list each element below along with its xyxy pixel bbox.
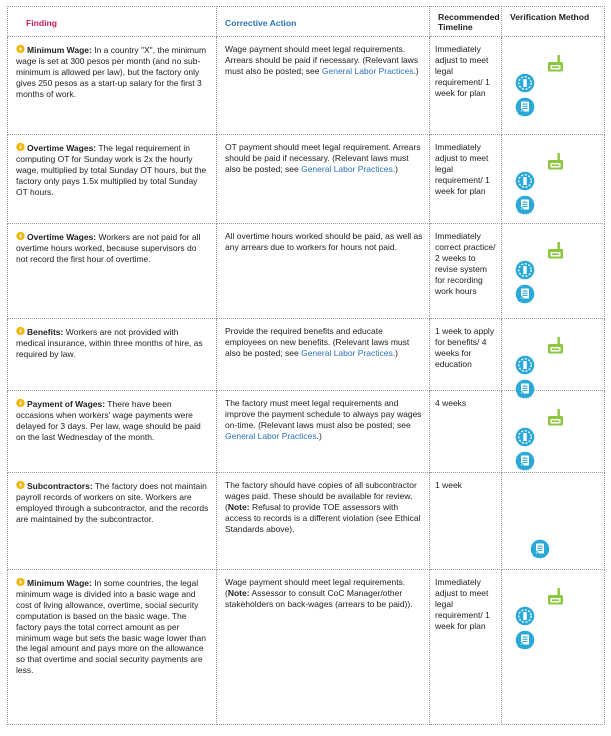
general-labor-practices-link[interactable]: General Labor Practices [321,65,414,76]
worker-interview-icon [545,153,565,173]
finding-cell [8,224,217,319]
document-review-icon [515,260,535,280]
timeline-cell: Immediately adjust to meet legal requirement/ 1 week for plan [430,570,502,725]
action-text-end: Assessor to consult CoC Manager/other stakeholders on back-wages (arrears to be paid)). [225,587,413,609]
worker-interview-icon [545,337,565,357]
document-review-icon [515,606,535,626]
table-row [8,473,605,570]
records-check-icon [515,284,535,304]
finding-cell [8,391,217,473]
finding-text: In some countries, the legal minimum wage is divided into a basic wage and cost of living allowance, overtime, social security computation is based on the basic wage. The factory pays the total correct amount as per minimum wage but sets the basic wage lower than the legal amount and pays more on the allowance so that overtime and social security payments are less. [16,578,206,676]
findings-table [7,6,605,725]
document-review-icon [515,355,535,375]
warning-bolt-icon [16,45,27,55]
worker-interview-icon [545,242,565,262]
records-check-icon [515,195,535,215]
finding-title: Benefits: [27,327,64,337]
document-review-icon [515,171,535,191]
table-row [8,319,605,391]
worker-interview-icon [545,55,565,75]
action-note-label: Note: [227,501,250,512]
action-text-end: Refusal to provide TOE assessors with access to records is a different violation (see Ethical Standards above). [225,501,421,534]
table-row [8,570,605,725]
finding-cell [8,570,217,725]
timeline-cell: Immediately adjust to meet legal requirement/ 1 week for plan [430,135,502,224]
finding-title: Minimum Wage: [27,45,92,55]
action-text: Wage payment should meet legal requirements. Arrears should be paid if necessary. (Relevant laws must also be posted; see [225,44,419,76]
action-text: Wage payment should meet legal requirements. ( [225,577,406,598]
verification-cell [502,391,605,473]
verification-cell [502,37,605,135]
worker-interview-icon [545,409,565,429]
corrective-action-cell [217,473,430,570]
finding-text: In a country "X", the minimum wage is set at 300 pesos per month (and no sub-minimum is allowed per law), but the factory only gives 250 pesos as a start-up salary for the first 3 months of work. [16,45,207,99]
finding-text: The factory does not maintain payroll records of workers on site. Workers are employed through a subcontractor, and the records are maintained by the subcontractor. [16,481,209,524]
warning-bolt-icon [16,481,27,491]
action-note-label: Note: [227,587,250,598]
finding-cell [8,319,217,391]
header-corrective-action: Corrective Action [217,7,430,37]
records-check-icon [515,97,535,117]
timeline-cell: Immediately adjust to meet legal requirement/ 1 week for plan [430,37,502,135]
finding-text: Workers are not paid for all overtime hours worked, because supervisors do not record the first hour of overtime. [16,232,201,264]
action-text: The factory should have copies of all subcontractor wages paid. These should be available for review. ( [225,480,417,512]
timeline-cell: 4 weeks [430,391,502,473]
verification-cell [502,224,605,319]
warning-bolt-icon [16,399,27,409]
table-row [8,391,605,473]
document-review-icon [515,73,535,93]
corrective-action-cell [217,135,430,224]
finding-text: Workers are not provided with medical insurance, within three months of hire, as required by law. [16,327,203,359]
timeline-cell: 1 week to apply for benefits/ 4 weeks for education [430,319,502,391]
timeline-cell: 1 week [430,473,502,570]
table-row [8,37,605,135]
corrective-action-cell [217,319,430,391]
corrective-action-cell [217,391,430,473]
warning-bolt-icon [16,578,27,588]
finding-title: Subcontractors: [27,481,93,491]
warning-bolt-icon [16,143,27,153]
action-text: OT payment should meet legal requirement. Arrears should be paid if necessary. (Relevant laws must also be posted; see [225,142,421,174]
finding-title: Payment of Wages: [27,399,106,409]
action-text-end: .) [413,65,419,76]
corrective-action-cell [217,37,430,135]
finding-text: There have been occasions when workers' wage payments were delayed for 3 days. Per law, wage should be paid on the last Wednesday of the month. [16,399,201,442]
verification-cell [502,319,605,391]
verification-cell [502,473,605,570]
document-review-icon [515,427,535,447]
general-labor-practices-link[interactable]: General Labor Practices [301,163,393,174]
header-verification: Verification Method [502,7,605,37]
records-check-icon [530,539,550,559]
general-labor-practices-link[interactable]: General Labor Practices [301,347,393,358]
action-text-end: .) [392,347,398,358]
verification-cell [502,135,605,224]
action-text: All overtime hours worked should be paid, as well as any arrears due to workers for hours not paid. [225,231,423,252]
finding-cell [8,37,217,135]
header-timeline: Recommended Timeline [430,7,502,37]
finding-cell [8,135,217,224]
action-text: Provide the required benefits and educate employees on new benefits. (Relevant laws must also be posted; see [225,326,410,358]
general-labor-practices-link[interactable]: General Labor Practices [225,430,317,441]
records-check-icon [515,451,535,471]
action-text-end: .) [316,430,322,441]
action-text-end: .) [392,163,398,174]
table-row [8,224,605,319]
table-row [8,135,605,224]
finding-title: Overtime Wages: [27,143,97,153]
warning-bolt-icon [16,232,27,242]
finding-cell [8,473,217,570]
findings-table-wrapper [7,6,604,725]
worker-interview-icon [545,588,565,608]
records-check-icon [515,630,535,650]
finding-title: Minimum Wage: [27,578,92,588]
finding-title: Overtime Wages: [27,232,97,242]
verification-cell [502,570,605,725]
timeline-cell: Immediately correct practice/ 2 weeks to revise system for recording work hours [430,224,502,319]
finding-text: The legal requirement in computing OT for Sunday work is 2x the hourly wage, multiplied by total Sunday OT hours, but the factory only pays 1.5x multiplied by total Sunday OT hours. [16,143,207,197]
header-finding: Finding [8,7,217,37]
warning-bolt-icon [16,327,27,337]
corrective-action-cell [217,224,430,319]
corrective-action-cell [217,570,430,725]
table-header-row [8,7,605,37]
action-text: The factory must meet legal requirements and improve the payment schedule to always pay wages on-time. (Relevant laws must also be posted; see [225,398,422,430]
